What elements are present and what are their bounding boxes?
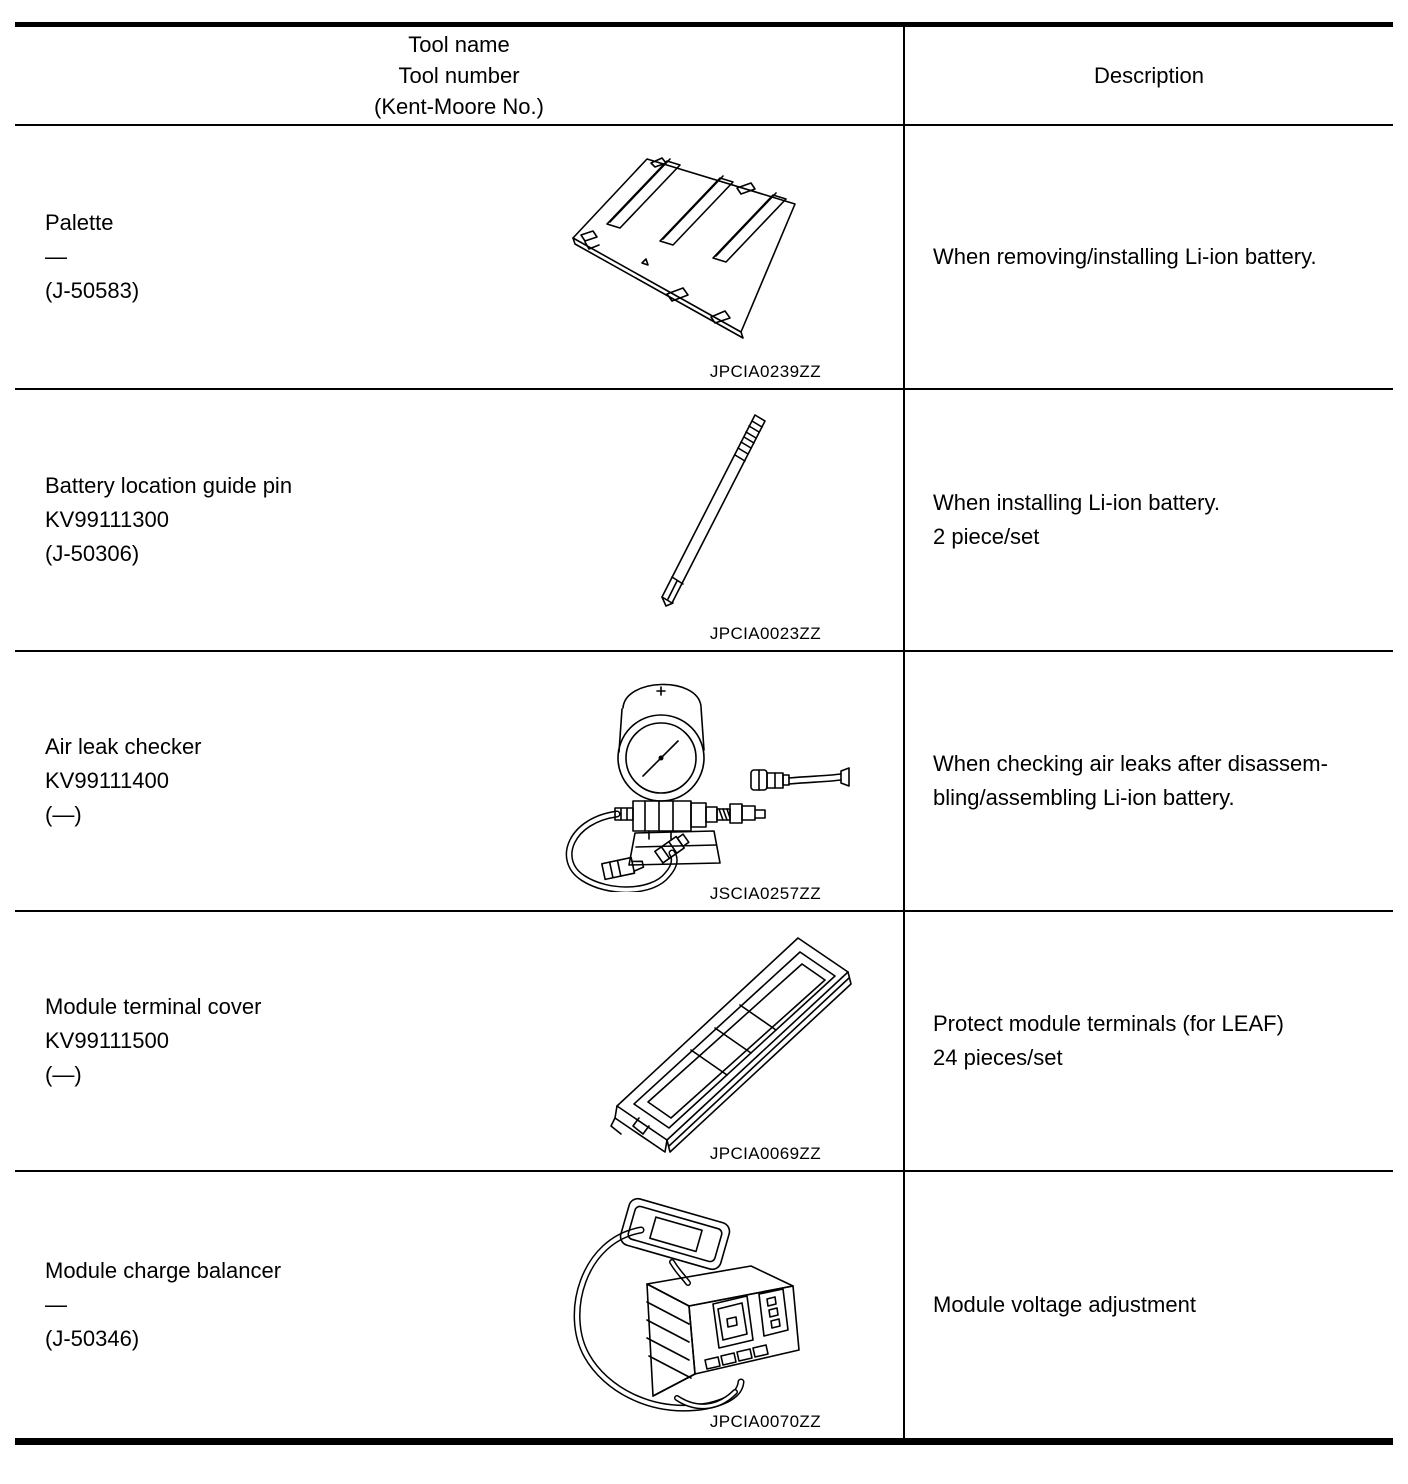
tool-text-block — [45, 1254, 281, 1356]
kent-moore-no: (J-50346) — [45, 1326, 140, 1351]
tool-cell — [15, 126, 905, 388]
description-cell — [905, 912, 1393, 1170]
tool-number: — — [45, 244, 67, 269]
charge-balancer-drawing — [555, 1182, 870, 1427]
air-leak-checker-illustration — [555, 662, 870, 892]
tool-column-header-line: Tool name — [408, 32, 510, 57]
tool-description: When installing Li-ion battery. 2 piece/set — [933, 490, 1220, 549]
description-cell — [905, 652, 1393, 910]
description-cell — [905, 390, 1393, 650]
special-service-tools-table — [15, 22, 1393, 1445]
tool-name: Palette — [45, 210, 114, 235]
tool-description: Protect module terminals (for LEAF) 24 pieces/set — [933, 1011, 1284, 1070]
palette-illustration — [555, 136, 870, 346]
air-leak-checker-drawing — [555, 662, 870, 892]
table-header-row — [15, 27, 1393, 126]
tool-number: KV99111500 — [45, 1028, 169, 1053]
tool-cell — [15, 652, 905, 910]
tool-column-header — [15, 27, 905, 124]
tool-number: — — [45, 1292, 67, 1317]
tool-number: KV99111400 — [45, 768, 169, 793]
figure-code: JSCIA0257ZZ — [709, 884, 821, 903]
description-cell — [905, 1172, 1393, 1438]
table-row — [15, 912, 1393, 1172]
figure-code: JPCIA0023ZZ — [709, 624, 821, 643]
tool-column-header-line: (Kent-Moore No.) — [374, 94, 544, 119]
tool-text-block — [45, 206, 139, 308]
tool-column-header-line: Tool number — [398, 63, 520, 88]
table-row — [15, 652, 1393, 912]
charge-balancer-illustration — [555, 1182, 870, 1427]
tool-name: Battery location guide pin — [45, 473, 293, 498]
kent-moore-no: (—) — [45, 802, 82, 827]
tool-name: Module terminal cover — [45, 994, 262, 1019]
guide-pin-drawing — [555, 400, 870, 628]
terminal-cover-drawing — [555, 922, 870, 1160]
tool-cell — [15, 390, 905, 650]
table-row — [15, 1172, 1393, 1438]
palette-drawing — [555, 136, 870, 346]
tool-name: Module charge balancer — [45, 1258, 282, 1283]
tool-description: When removing/installing Li-ion battery. — [933, 244, 1317, 269]
table-row — [15, 126, 1393, 390]
tool-text-block — [45, 730, 202, 832]
tool-name: Air leak checker — [45, 734, 202, 759]
tool-cell — [15, 1172, 905, 1438]
table-row — [15, 390, 1393, 652]
kent-moore-no: (J-50306) — [45, 541, 140, 566]
description-column-header: Description — [1093, 63, 1205, 88]
kent-moore-no: (J-50583) — [45, 278, 140, 303]
tool-description: Module voltage adjustment — [933, 1292, 1196, 1317]
kent-moore-no: (—) — [45, 1062, 82, 1087]
tool-cell — [15, 912, 905, 1170]
guide-pin-illustration — [555, 400, 870, 628]
tool-number: KV99111300 — [45, 507, 169, 532]
tool-text-block — [45, 469, 292, 571]
terminal-cover-illustration — [555, 922, 870, 1160]
figure-code: JPCIA0070ZZ — [709, 1412, 821, 1431]
tool-text-block — [45, 990, 261, 1092]
description-cell — [905, 126, 1393, 388]
figure-code: JPCIA0069ZZ — [709, 1144, 821, 1163]
figure-code: JPCIA0239ZZ — [709, 362, 821, 381]
tool-description: When checking air leaks after disassem- bling/assembling Li-ion battery. — [933, 751, 1328, 810]
